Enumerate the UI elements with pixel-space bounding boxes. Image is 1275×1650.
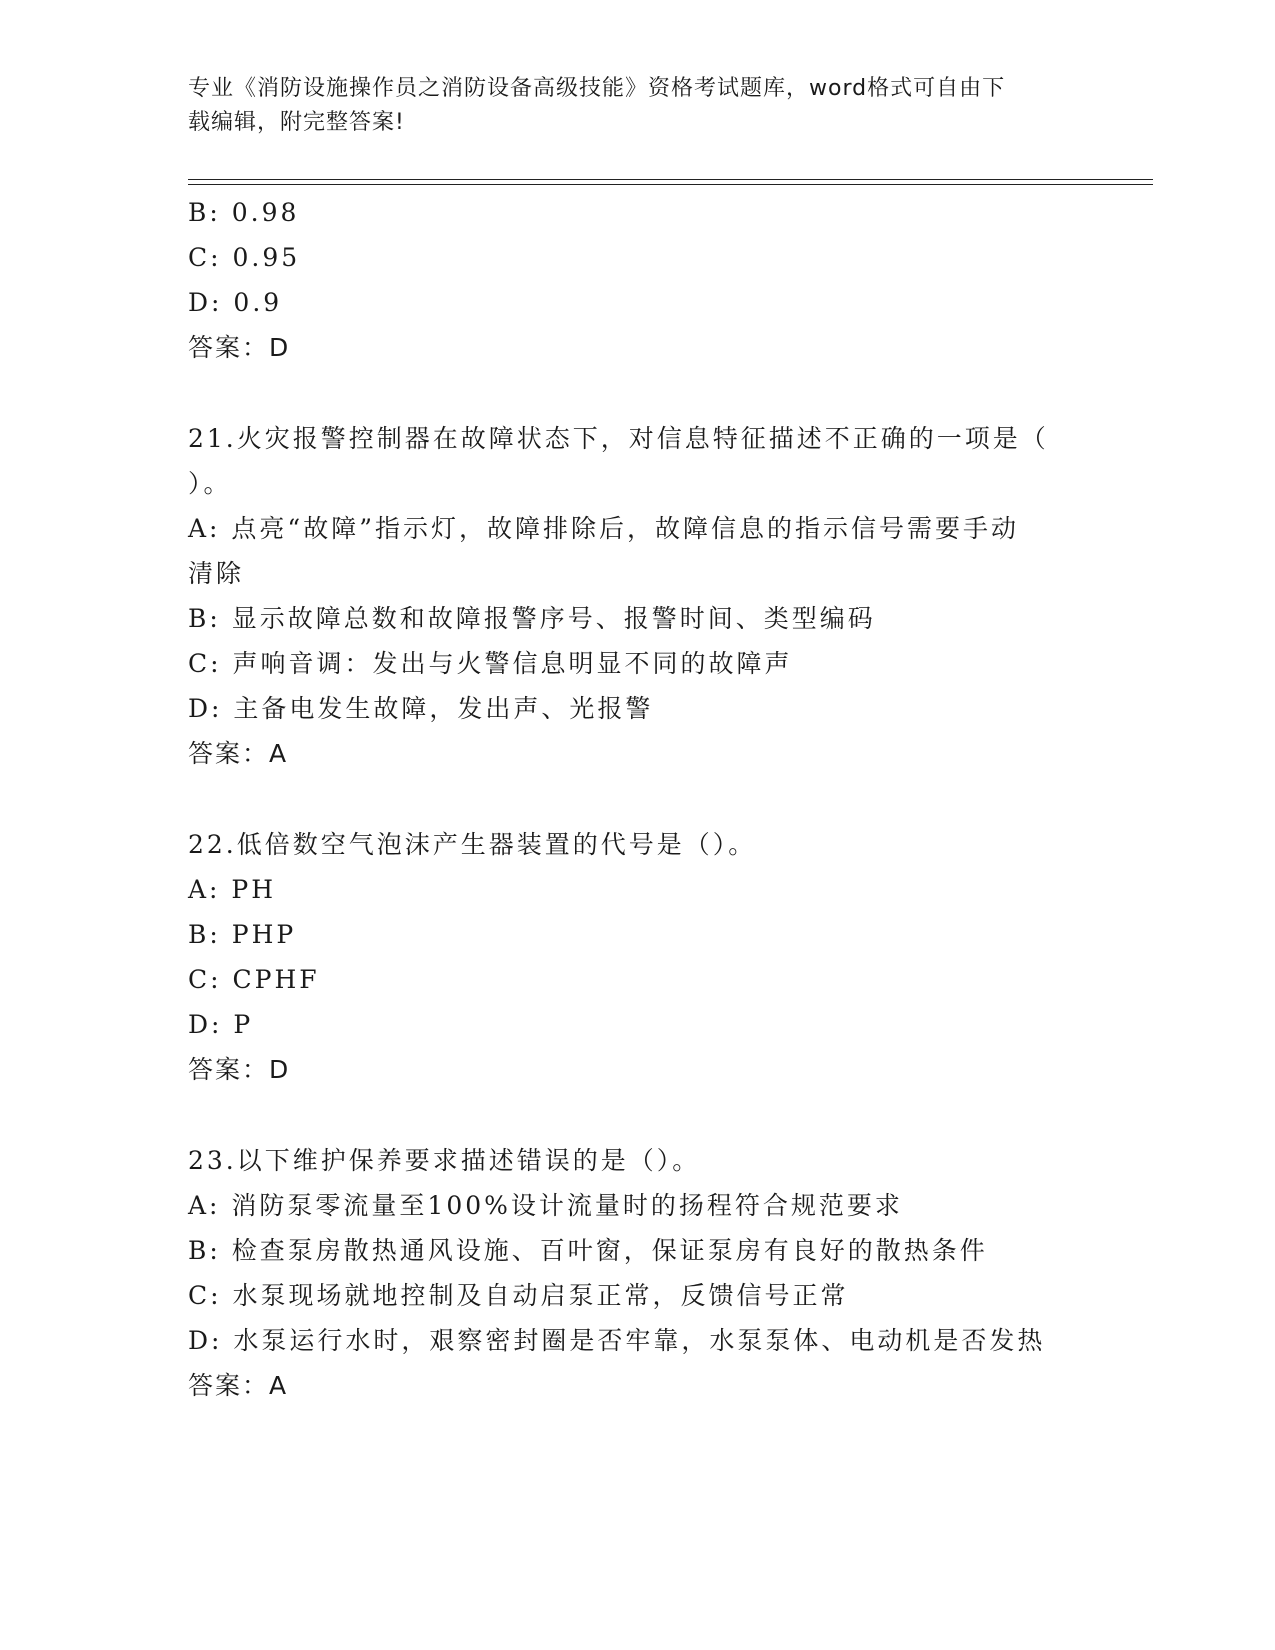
prev-question-block bbox=[188, 190, 1088, 370]
question-list bbox=[188, 190, 1088, 1408]
question-21 bbox=[188, 416, 1088, 776]
question-stem: 21.火灾报警控制器在故障状态下，对信息特征描述不正确的一项是（ bbox=[188, 424, 1049, 453]
option-d: D: 0.9 bbox=[188, 288, 283, 317]
option-c: C: 声响音调：发出与火警信息明显不同的故障声 bbox=[188, 649, 793, 678]
header-rule-top bbox=[188, 179, 1153, 180]
document-header bbox=[188, 72, 1068, 140]
option-b: B: 检查泵房散热通风设施、百叶窗，保证泵房有良好的散热条件 bbox=[188, 1236, 988, 1265]
question-stem: 23.以下维护保养要求描述错误的是（）。 bbox=[188, 1146, 701, 1175]
option-a: A: 点亮“故障”指示灯，故障排除后，故障信息的指示信号需要手动 bbox=[188, 514, 1019, 543]
option-b: B: 显示故障总数和故障报警序号、报警时间、类型编码 bbox=[188, 604, 876, 633]
option-a-continued: 清除 bbox=[188, 559, 245, 588]
option-c: C: CPHF bbox=[188, 965, 320, 994]
option-c: C: 水泵现场就地控制及自动启泵正常，反馈信号正常 bbox=[188, 1281, 849, 1310]
option-a: A: PH bbox=[188, 875, 277, 904]
answer-line: 答案：A bbox=[188, 739, 289, 768]
question-stem: 22.低倍数空气泡沫产生器装置的代号是（）。 bbox=[188, 830, 757, 859]
question-stem-continued: ）。 bbox=[188, 469, 232, 498]
answer-line: 答案：D bbox=[188, 333, 291, 362]
option-c: C: 0.95 bbox=[188, 243, 301, 272]
answer-line: 答案：D bbox=[188, 1055, 291, 1084]
option-b: B: PHP bbox=[188, 920, 297, 949]
option-d: D: 水泵运行水时，艰察密封圈是否牢靠，水泵泵体、电动机是否发热 bbox=[188, 1326, 1046, 1355]
header-line-2: 载编辑，附完整答案! bbox=[188, 110, 405, 135]
option-d: D: P bbox=[188, 1010, 254, 1039]
answer-line: 答案：A bbox=[188, 1371, 289, 1400]
header-line-1: 专业《消防设施操作员之消防设备高级技能》资格考试题库，word格式可自由下 bbox=[188, 76, 1006, 101]
option-b: B: 0.98 bbox=[188, 198, 300, 227]
option-d: D: 主备电发生故障，发出声、光报警 bbox=[188, 694, 654, 723]
header-rule-bottom bbox=[188, 184, 1153, 185]
question-23 bbox=[188, 1138, 1088, 1408]
option-a: A: 消防泵零流量至100%设计流量时的扬程符合规范要求 bbox=[188, 1191, 903, 1220]
question-22 bbox=[188, 822, 1088, 1092]
